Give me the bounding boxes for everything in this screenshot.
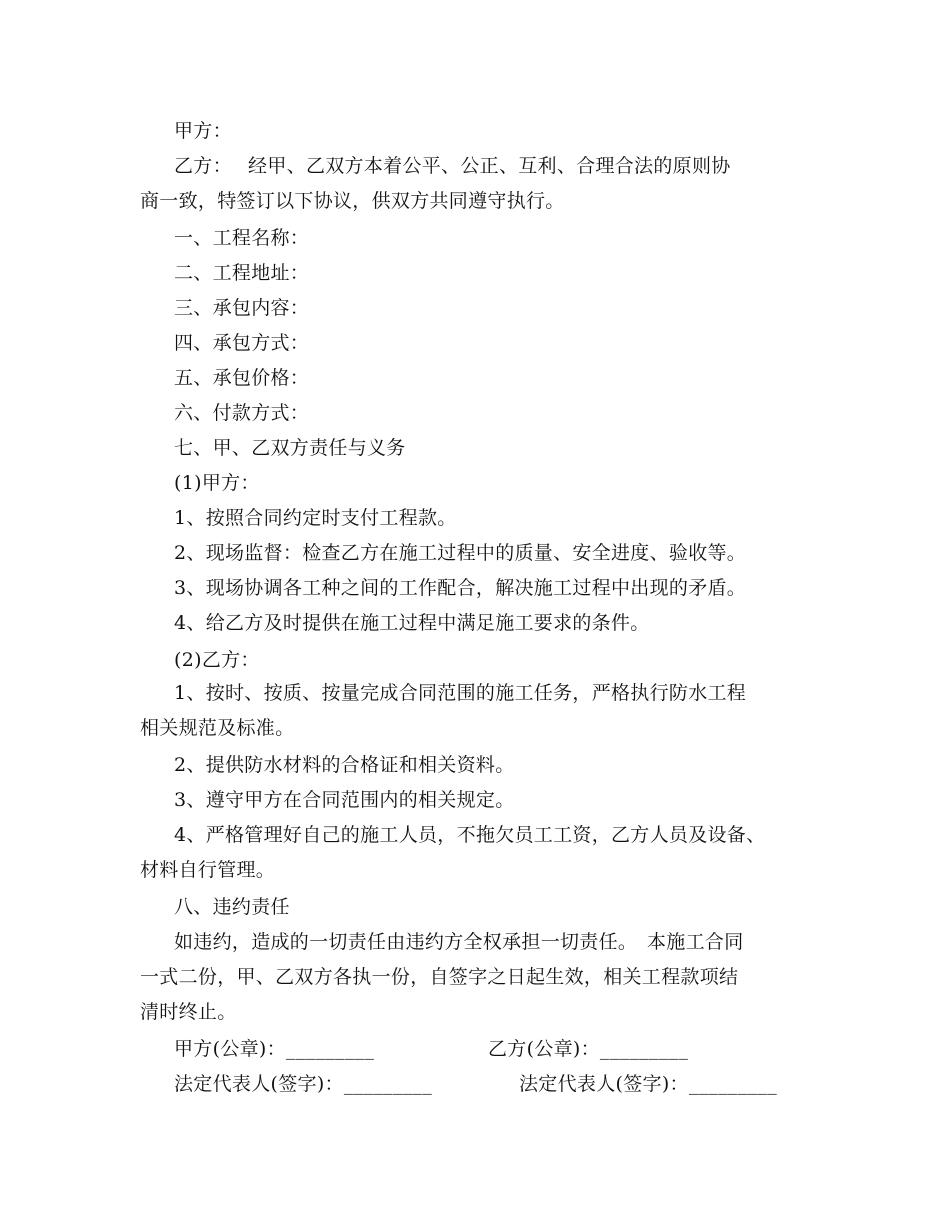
party-b-duty-4-cont: 材料自行管理。	[140, 859, 276, 881]
clause-project-address: 二、工程地址：	[174, 262, 310, 284]
party-b-duty-1-cont: 相关规范及标准。	[140, 717, 295, 739]
party-b-seal-line: 乙方(公章)：_________	[488, 1038, 689, 1060]
clause-breach-heading: 八、违约责任	[174, 896, 290, 918]
party-a-duty-2: 2、现场监督：检查乙方在施工过程中的质量、安全进度、验收等。	[174, 542, 747, 564]
breach-paragraph: 如违约，造成的一切责任由违约方全权承担一切责任。 本施工合同	[174, 931, 744, 953]
party-a-duty-1: 1、按照合同约定时支付工程款。	[174, 507, 457, 529]
party-a-seal-line: 甲方(公章)：_________	[174, 1038, 375, 1060]
party-a-line: 甲方：	[174, 120, 232, 142]
party-b-duties-heading: (2)乙方：	[174, 649, 260, 671]
clause-responsibilities-heading: 七、甲、乙双方责任与义务	[174, 437, 406, 459]
party-b-duty-1: 1、按时、按质、按量完成合同范围的施工任务，严格执行防水工程	[174, 682, 747, 704]
clause-contract-price: 五、承包价格：	[174, 367, 310, 389]
clause-contract-method: 四、承包方式：	[174, 332, 310, 354]
party-b-intro: 乙方： 经甲、乙双方本着公平、公正、互利、合理合法的原则协	[174, 155, 731, 177]
clause-project-name: 一、工程名称：	[174, 227, 310, 249]
party-a-rep-signature-line: 法定代表人(签字)：_________	[174, 1073, 433, 1095]
breach-paragraph-cont-1: 一式二份，甲、乙双方各执一份，自签字之日起生效，相关工程款项结	[140, 966, 739, 988]
party-a-duty-4: 4、给乙方及时提供在施工过程中满足施工要求的条件。	[174, 612, 650, 634]
party-b-duty-3: 3、遵守甲方在合同范围内的相关规定。	[174, 789, 515, 811]
party-a-duty-3: 3、现场协调各工种之间的工作配合，解决施工过程中出现的矛盾。	[174, 577, 747, 599]
clause-payment-method: 六、付款方式：	[174, 402, 310, 424]
party-b-rep-signature-line: 法定代表人(签字)：_________	[519, 1073, 778, 1095]
party-b-intro-cont: 商一致，特签订以下协议，供双方共同遵守执行。	[140, 190, 565, 212]
breach-paragraph-cont-2: 清时终止。	[140, 1001, 237, 1023]
clause-contract-scope: 三、承包内容：	[174, 297, 310, 319]
party-b-duty-4: 4、严格管理好自己的施工人员，不拖欠员工工资，乙方人员及设备、	[174, 824, 766, 846]
party-a-duties-heading: (1)甲方：	[174, 472, 260, 494]
party-b-duty-2: 2、提供防水材料的合格证和相关资料。	[174, 754, 515, 776]
